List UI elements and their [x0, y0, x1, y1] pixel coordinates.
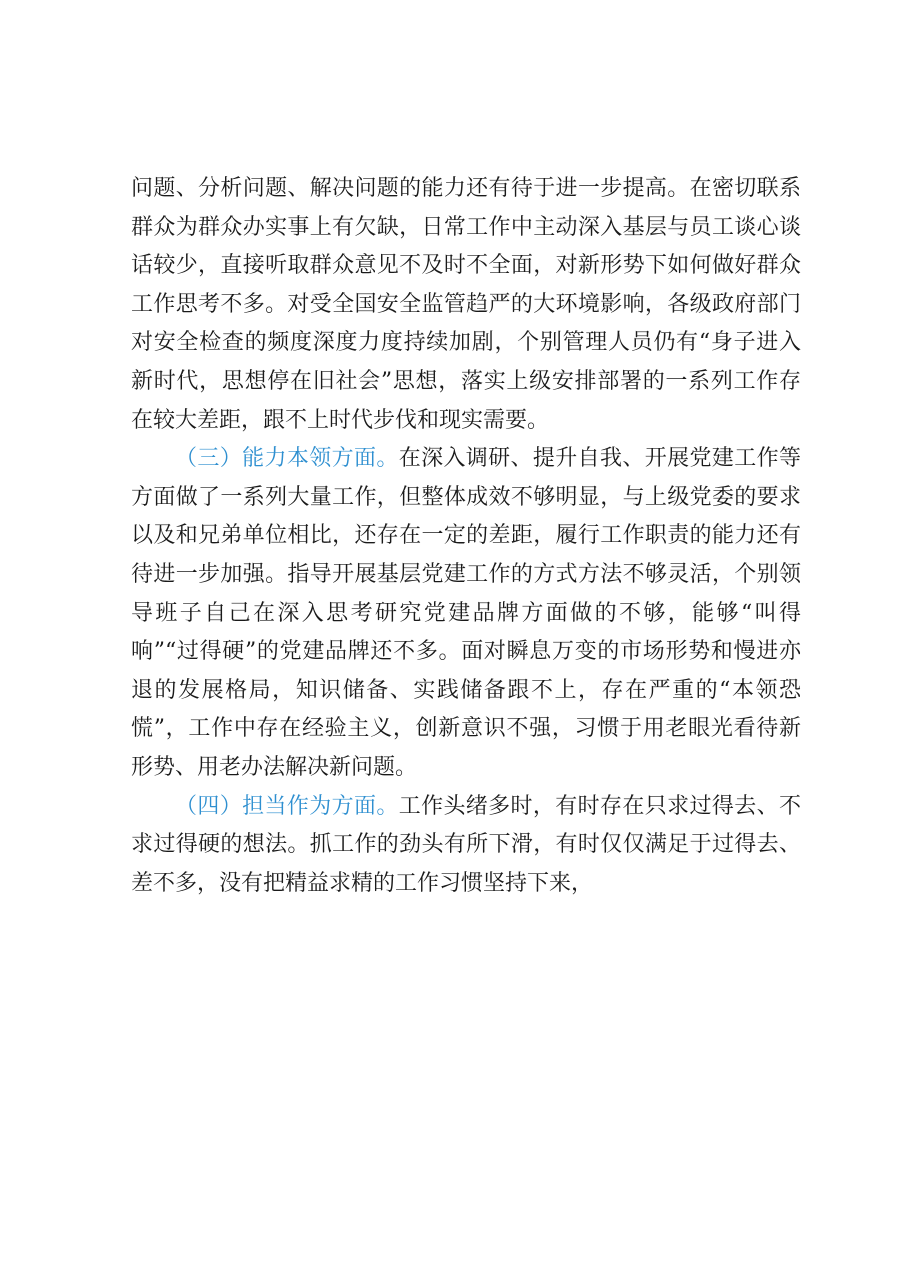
section-heading-responsibility: （四）担当作为方面。 [175, 793, 399, 819]
paragraph-continuation [131, 170, 801, 440]
paragraph-text: 工作头绪多时，有时存在只求过得去、不求过得硬的想法。抓工作的劲头有所下滑，有时仅仅满足于过得去、差不多，没有把精益求精的工作习惯坚持下来， [131, 793, 801, 896]
paragraph-text: 在深入调研、提升自我、开展党建工作等方面做了一系列大量工作，但整体成效不够明显，与上级党委的要求以及和兄弟单位相比，还存在一定的差距，履行工作职责的能力还有待进一步加强。指导开展基层党建工作的方式方法不够灵活，个别领导班子自己在深入思考研究党建品牌方面做的不够，能够“叫得响”“过得硬”的党建品牌还不多。面对瞬息万变的市场形势和慢进亦退的发展格局，知识储备、实践储备跟不上，存在严重的“本领恐慌”，工作中存在经验主义，创新意识不强，习惯于用老眼光看待新形势、用老办法解决新问题。 [131, 446, 801, 780]
document-body [131, 170, 801, 903]
paragraph-ability [131, 440, 801, 787]
paragraph-responsibility [131, 788, 801, 904]
paragraph-text: 问题、分析问题、解决问题的能力还有待于进一步提高。在密切联系群众为群众办实事上有欠缺，日常工作中主动深入基层与员工谈心谈话较少，直接听取群众意见不及时不全面，对新形势下如何做好群众工作思考不多。对受全国安全监管趋严的大环境影响，各级政府部门对安全检查的频度深度力度持续加剧，个别管理人员仍有“身子进入新时代，思想停在旧社会”思想，落实上级安排部署的一系列工作存在较大差距，跟不上时代步伐和现实需要。 [131, 176, 801, 433]
section-heading-ability: （三）能力本领方面。 [175, 446, 399, 472]
